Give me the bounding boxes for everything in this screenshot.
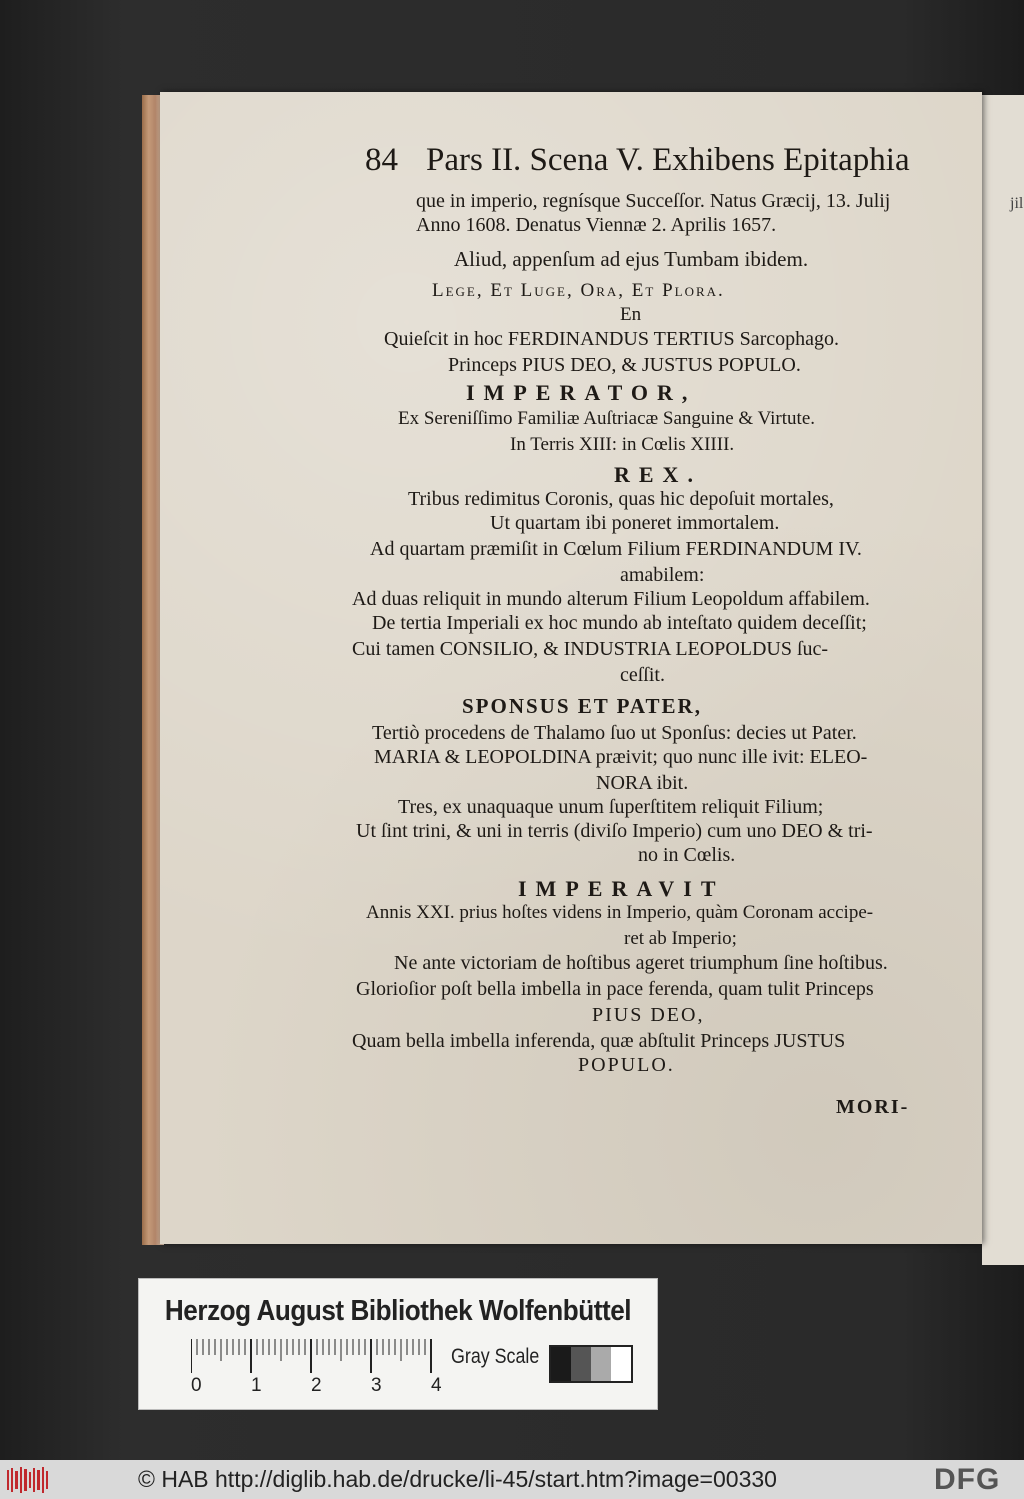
text-line: ceſſit. — [620, 664, 665, 686]
text-line: De tertia Imperiali ex hoc mundo ab inteſtato quidem deceſſit; — [372, 612, 867, 634]
text-line: Tribus redimitus Coronis, quas hic depoſuit mortales, — [408, 488, 834, 510]
text-line: MARIA & LEOPOLDINA præivit; quo nunc ille ivit: ELEO- — [374, 746, 868, 768]
library-name: Herzog August Bibliothek Wolfenbüttel — [164, 1295, 632, 1327]
library-reference-card — [138, 1278, 658, 1410]
ruler-number: 3 — [371, 1375, 382, 1396]
text-line: In Terris XIII: in Cœlis XIIII. — [510, 434, 735, 455]
book-page — [160, 92, 982, 1244]
running-title: Pars II. Scena V. Exhibens Epitaphia — [426, 142, 910, 178]
gray-swatch-mid — [591, 1347, 611, 1381]
text-line: amabilem: — [620, 564, 705, 586]
text-line: Cui tamen CONSILIO, & INDUSTRIA LEOPOLDUS ſuc- — [352, 638, 829, 660]
text-line: Glorioſior poſt bella imbella in pace ferenda, quam tulit Princeps — [356, 978, 874, 1000]
text-line: Quam bella imbella inferenda, quæ abſtulit Princeps JUSTUS — [352, 1030, 846, 1052]
text-line: Lege, Et Luge, Ora, Et Plora. — [432, 280, 725, 301]
text-line: NORA ibit. — [596, 772, 689, 794]
text-line: Ut quartam ibi poneret immortalem. — [490, 512, 780, 534]
next-page-fragment: jil — [1010, 195, 1024, 212]
hab-logo-icon — [6, 1466, 50, 1494]
text-line: Ut ſint trini, & uni in terris (diviſo Imperio) cum uno DEO & tri- — [356, 820, 873, 842]
text-line: Princeps PIUS DEO, & JUSTUS POPULO. — [448, 354, 801, 376]
text-line: Ex Sereniſſimo Familiæ Auſtriacæ Sanguine & Virtute. — [398, 408, 815, 429]
gray-scale-swatch — [549, 1345, 633, 1383]
footer-bar — [0, 1460, 1024, 1499]
copyright-link[interactable]: © HAB http://diglib.hab.de/drucke/li-45/start.htm?image=00330 — [138, 1466, 777, 1492]
text-line: POPULO. — [578, 1054, 675, 1076]
ruler-number: 4 — [431, 1375, 442, 1396]
text-line: En — [620, 304, 642, 325]
text-line: Ne ante victoriam de hoſtibus ageret triumphum ſine hoſtibus. — [394, 952, 888, 974]
gray-swatch-white — [611, 1347, 631, 1381]
ruler-number: 1 — [251, 1375, 262, 1396]
gray-swatch-black — [551, 1347, 571, 1381]
heading-imperator: IMPERATOR, — [466, 380, 697, 405]
text-line: Tertiò procedens de Thalamo ſuo ut Sponſus: decies ut Pater. — [372, 722, 857, 744]
gray-scale-label: Gray Scale — [451, 1345, 540, 1368]
subheading: Aliud, appenſum ad ejus Tumbam ibidem. — [454, 247, 809, 271]
text-line: Ad quartam præmiſit in Cœlum Filium FERDINANDUM IV. — [370, 538, 862, 560]
text-line: Anno 1608. Denatus Viennæ 2. Aprilis 1657. — [416, 214, 777, 236]
ruler-scale — [191, 1339, 441, 1373]
ruler-number: 0 — [191, 1375, 202, 1396]
text-line: Ad duas reliquit in mundo alterum Filium Leopoldum affabilem. — [352, 588, 870, 610]
heading-rex: REX. — [614, 462, 702, 487]
catchword: MORI- — [836, 1096, 910, 1118]
text-line: que in imperio, regnísque Succeſſor. Natus Græcij, 13. Julij — [416, 190, 891, 212]
dfg-logo: DFG — [934, 1463, 1001, 1496]
gray-swatch-dark — [571, 1347, 591, 1381]
ruler-number: 2 — [311, 1375, 322, 1396]
heading-imperavit: IMPERAVIT — [518, 876, 725, 901]
text-line: PIUS DEO, — [592, 1004, 705, 1026]
text-line: ret ab Imperio; — [624, 928, 737, 949]
text-line: no in Cœlis. — [638, 844, 736, 866]
page-number: 84 — [365, 142, 398, 178]
heading-sponsus: SPONSUS ET PATER, — [462, 694, 702, 718]
text-line: Annis XXI. prius hoſtes videns in Imperio, quàm Coronam accipe- — [366, 902, 874, 923]
text-line: Tres, ex unaquaque unum ſuperſtitem reliquit Filium; — [398, 796, 824, 818]
text-line: Quieſcit in hoc FERDINANDUS TERTIUS Sarcophago. — [384, 328, 840, 350]
next-page-edge — [982, 95, 1024, 1265]
